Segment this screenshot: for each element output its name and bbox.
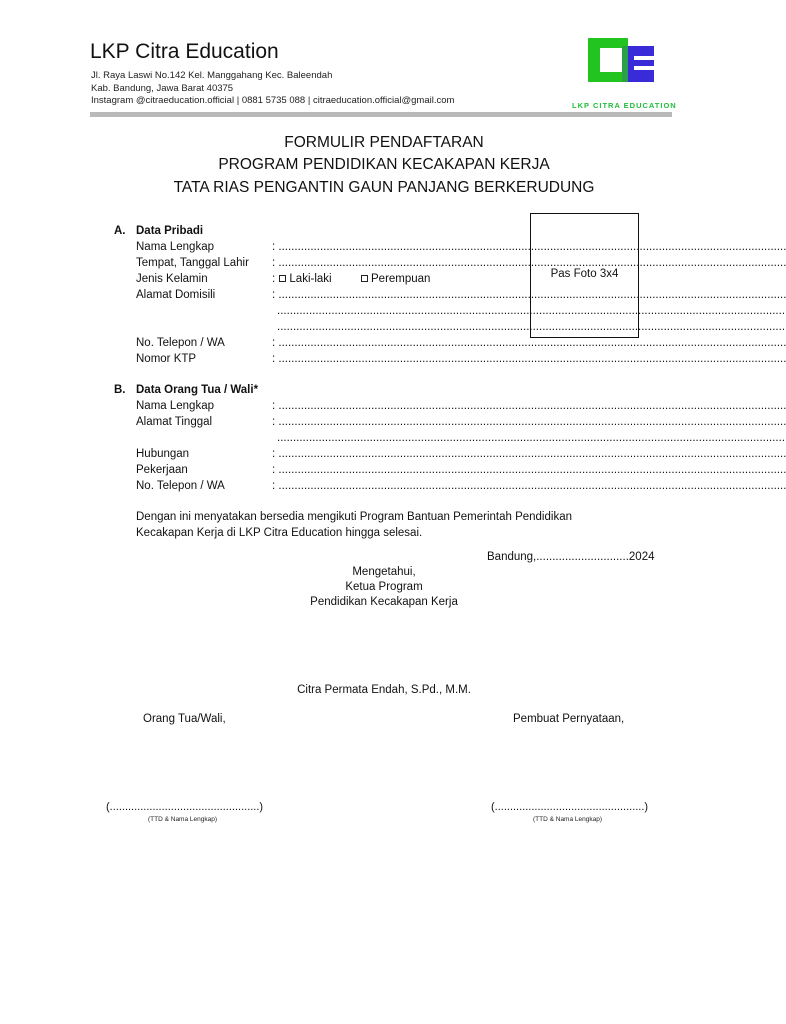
field-alamat-domisili-line-2[interactable]: ............................................................................................................................................................... xyxy=(277,305,786,317)
field-nama-lengkap[interactable]: : ............................................................................................................................................................... xyxy=(272,241,786,253)
organization-name: LKP Citra Education xyxy=(90,40,279,63)
applicant-signature-line[interactable]: (.................................................) xyxy=(491,801,649,813)
label-pekerjaan: Pekerjaan xyxy=(136,464,188,476)
field-telepon[interactable]: : ............................................................................................................................................................... xyxy=(272,337,786,349)
label-alamat-domisili: Alamat Domisili xyxy=(136,289,216,301)
label-hubungan: Hubungan xyxy=(136,448,190,460)
statement-line-2: Kecakapan Kerja di LKP Citra Education hingga selesai. xyxy=(136,527,423,539)
checkbox-perempuan[interactable] xyxy=(361,275,368,282)
logo-caption: LKP CITRA EDUCATION xyxy=(572,101,677,110)
label-nama-lengkap: Nama Lengkap xyxy=(136,241,214,253)
photo-label: Pas Foto 3x4 xyxy=(550,268,619,280)
section-a-letter: A. xyxy=(114,225,126,237)
applicant-signature-label: Pembuat Pernyataan, xyxy=(513,713,625,725)
section-b-letter: B. xyxy=(114,384,126,396)
field-alamat-domisili[interactable]: : ............................................................................................................................................................... xyxy=(272,289,786,301)
address-line-1: Jl. Raya Laswi No.142 Kel. Manggahang Kec. Baleendah xyxy=(91,70,333,81)
field-wali-nama[interactable]: : ............................................................................................................................................................... xyxy=(272,400,786,412)
citra-education-logo xyxy=(588,38,658,82)
approval-signatory-name: Citra Permata Endah, S.Pd., M.M. xyxy=(297,684,471,696)
section-a-title: Data Pribadi xyxy=(136,225,204,237)
header-divider xyxy=(90,112,672,117)
form-title: FORMULIR PENDAFTARAN xyxy=(284,134,484,151)
parent-signature-note: (TTD & Nama Lengkap) xyxy=(148,816,217,823)
address-line-2: Kab. Bandung, Jawa Barat 40375 xyxy=(91,83,234,94)
label-wali-nama: Nama Lengkap xyxy=(136,400,214,412)
field-nomor-ktp[interactable]: : ............................................................................................................................................................... xyxy=(272,353,786,365)
field-pekerjaan[interactable]: : ............................................................................................................................................................... xyxy=(272,464,786,476)
program-title: PROGRAM PENDIDIKAN KECAKAPAN KERJA xyxy=(218,156,550,173)
field-wali-alamat[interactable]: : ............................................................................................................................................................... xyxy=(272,416,786,428)
field-wali-telepon[interactable]: : ............................................................................................................................................................... xyxy=(272,480,786,492)
field-jenis-kelamin: : Laki-laki Perempuan xyxy=(272,273,431,285)
field-alamat-domisili-line-3[interactable]: ............................................................................................................................................................... xyxy=(277,321,786,333)
field-tempat-tanggal-lahir[interactable]: : ............................................................................................................................................................... xyxy=(272,257,786,269)
option-perempuan: Perempuan xyxy=(371,273,431,285)
label-wali-telepon: No. Telepon / WA xyxy=(136,480,225,492)
label-telepon: No. Telepon / WA xyxy=(136,337,225,349)
approval-program-name: Pendidikan Kecakapan Kerja xyxy=(310,596,458,608)
label-tempat-tanggal-lahir: Tempat, Tanggal Lahir xyxy=(136,257,249,269)
parent-signature-line[interactable]: (.................................................) xyxy=(106,801,264,813)
label-jenis-kelamin: Jenis Kelamin xyxy=(136,273,208,285)
section-b-title: Data Orang Tua / Wali* xyxy=(136,384,259,396)
applicant-signature-note: (TTD & Nama Lengkap) xyxy=(533,816,602,823)
label-nomor-ktp: Nomor KTP xyxy=(136,353,197,365)
checkbox-laki-laki[interactable] xyxy=(279,275,286,282)
approval-mengetahui: Mengetahui, xyxy=(352,566,416,578)
field-wali-alamat-line-2[interactable]: ............................................................................................................................................................... xyxy=(277,432,786,444)
option-laki-laki: Laki-laki xyxy=(289,273,332,285)
statement-line-1: Dengan ini menyatakan bersedia mengikuti Program Bantuan Pemerintah Pendidikan xyxy=(136,511,572,523)
parent-signature-label: Orang Tua/Wali, xyxy=(143,713,226,725)
field-hubungan[interactable]: : ............................................................................................................................................................... xyxy=(272,448,786,460)
course-title: TATA RIAS PENGANTIN GAUN PANJANG BERKERUDUNG xyxy=(173,179,595,196)
approval-ketua-program: Ketua Program xyxy=(345,581,423,593)
contact-line: Instagram @citraeducation.official | 0881 5735 088 | citraeducation.official@gmail.com xyxy=(91,95,455,106)
place-date: Bandung,.............................2024 xyxy=(487,551,655,563)
label-wali-alamat: Alamat Tinggal xyxy=(136,416,213,428)
